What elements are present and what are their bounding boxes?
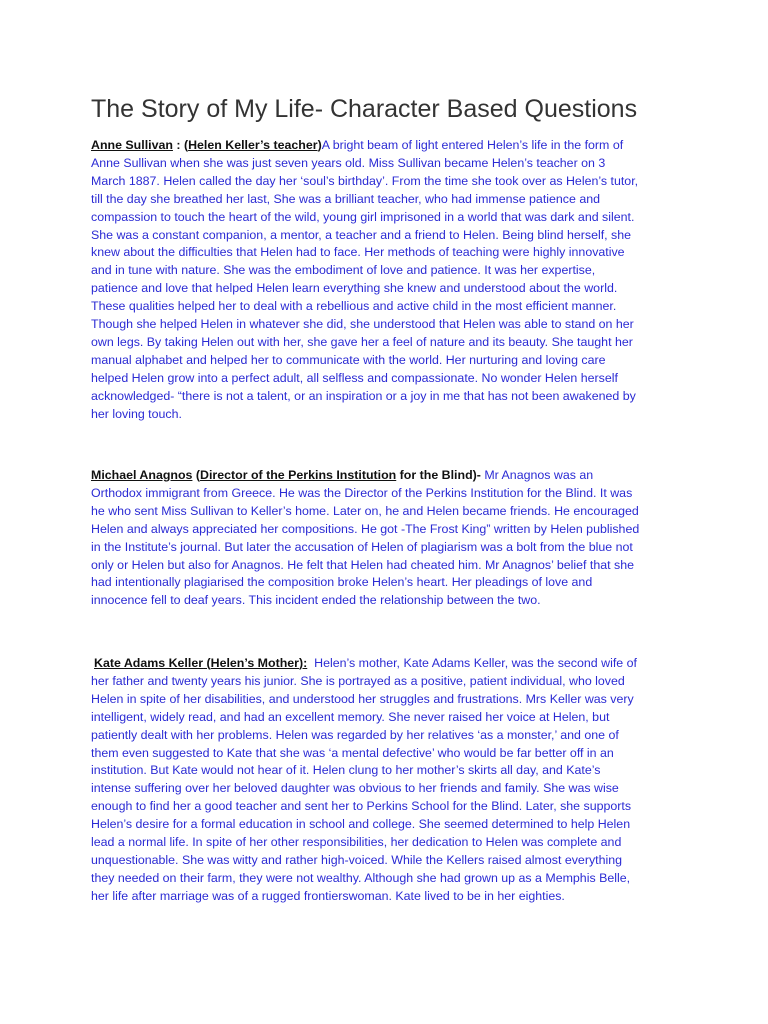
- body-line: lead a normal life. In spite of her other responsibilities, her dedication to Helen was complete and: [91, 835, 622, 850]
- body-line: had intentionally plagiarised the composition broke Helen’s heart. Her pleadings of love and: [91, 575, 593, 590]
- heading-name: Anne Sullivan: [91, 138, 173, 152]
- body-line: till the day she breathed her last, She was a brilliant teacher, who had immense patience and: [91, 191, 601, 206]
- heading-role: Helen Keller’s teacher: [188, 138, 318, 152]
- section-heading: [91, 468, 481, 482]
- body-line: innocence fell to deaf years. This incident ended the relationship between the two.: [91, 593, 541, 608]
- heading-role: Helen’s Mother: [210, 656, 299, 670]
- body-line: intelligent, widely read, and had an excellent memory. She never raised her voice at Helen, but: [91, 709, 610, 724]
- body-line: helped Helen grow into a perfect adult, all selfless and compassionate. No wonder Helen herself: [91, 370, 618, 385]
- body-line: These qualities helped her to deal with a rebellious and active child in the most efficient manner.: [91, 299, 617, 314]
- body-line: he who sent Miss Sullivan to Keller’s home. Later on, he and Helen became friends. He encouraged: [91, 503, 639, 518]
- heading-separator: : (: [172, 138, 189, 152]
- body-line: unquestionable. She was witty and rather high-voiced. While the Kellers raised almost everything: [91, 852, 623, 867]
- body-line: compassion to touch the heart of the wild, young girl imprisoned in a world that was dark and silent.: [91, 209, 635, 224]
- body-line: and in tune with nature. She was the embodiment of love and patience. It was her expertise,: [91, 263, 596, 278]
- body-line: Mr Anagnos was an: [480, 468, 594, 482]
- body-line: manual alphabet and helped her to communicate with the world. Her nurturing and loving care: [91, 352, 606, 367]
- body-line: institution. But Kate would not hear of it. Helen clung to her mother’s skirts all day, and Kate’s: [91, 763, 601, 778]
- body-line: her life after marriage was of a rugged frontierswoman. Kate lived to be in her eighties.: [91, 888, 565, 903]
- heading-end: for the Blind)-: [396, 468, 481, 482]
- section-heading: [94, 656, 307, 670]
- heading-name: Michael Anagnos: [91, 468, 193, 482]
- body-line: A bright beam of light entered Helen’s life in the form of: [321, 138, 624, 152]
- body-line: they needed on their farm, they were not wealthy. Although she had grown up as a Memphis Belle,: [91, 870, 631, 885]
- body-line: enough to find her a good teacher and sent her to Perkins School for the Blind. Later, she supports: [91, 799, 632, 814]
- body-line: Helen in spite of her disabilities, and understood her struggles and frustrations. Mrs Keller was very: [91, 691, 634, 706]
- section-anne-sullivan: [91, 137, 681, 424]
- heading-name: Kate Adams Keller: [94, 656, 204, 670]
- body-line: patience and love that helped Helen learn everything she knew and understood about the world.: [91, 281, 618, 296]
- section-first-line: [91, 655, 681, 673]
- heading-separator: (: [203, 656, 211, 670]
- section-michael-anagnos: [91, 467, 681, 610]
- body-line: Though she helped Helen in whatever she did, she understood that Helen was able to stand on her: [91, 317, 634, 332]
- body-line: March 1887. Helen called the day her ‘soul’s birthday’. From the time she took over as Helen’s tutor,: [91, 173, 639, 188]
- body-line: Helen’s mother, Kate Adams Keller, was the second wife of: [307, 656, 637, 670]
- body-line: patiently dealt with her problems. Helen was regarded by her relatives ‘as a monster,’ and one of: [91, 727, 619, 742]
- body-line: Helen’s desire for a formal education in school and college. She seemed determined to help Helen: [91, 817, 631, 832]
- body-line: her loving touch.: [91, 406, 182, 421]
- heading-role: Director of the Perkins Institution: [200, 468, 397, 482]
- body-line: in the Institute’s journal. But later the accusation of Helen of plagiarism was a bolt from the blue not: [91, 539, 633, 554]
- body-line: Anne Sullivan when she was just seven years old. Miss Sullivan became Helen’s teacher on 3: [91, 155, 606, 170]
- body-line: intense suffering over her beloved daughter was obvious to her friends and family. She was wise: [91, 781, 619, 796]
- body-line: She was a constant companion, a mentor, a teacher and a friend to Helen. Being blind herself, she: [91, 227, 632, 242]
- heading-separator: (: [192, 468, 201, 482]
- section-first-line: [91, 467, 681, 485]
- section-heading: [91, 138, 322, 152]
- heading-end: ): [317, 138, 322, 152]
- section-kate-adams-keller: [91, 655, 681, 906]
- body-line: Orthodox immigrant from Greece. He was the Director of the Perkins Institution for the Blind. It was: [91, 485, 633, 500]
- body-line: knew about the difficulties that Helen had to face. Her methods of teaching were highly innovative: [91, 245, 625, 260]
- page-title: The Story of My Life- Character Based Questions: [91, 95, 638, 123]
- body-line: only or Helen but also for Anagnos. He felt that Helen had cheated him. Mr Anagnos’ belief that she: [91, 557, 634, 572]
- body-line: her father and twenty years his junior. She is portrayed as a positive, patient individual, who loved: [91, 673, 625, 688]
- heading-end: ):: [298, 656, 308, 670]
- body-line: acknowledged- “there is not a talent, or an inspiration or a joy in me that has not been awakened by: [91, 388, 636, 403]
- body-line: own legs. By taking Helen out with her, she gave her a feel of nature and its beauty. She taught her: [91, 334, 633, 349]
- section-first-line: [91, 137, 681, 155]
- body-line: them even suggested to Kate that she was ‘a mental defective’ who would be far better off in an: [91, 745, 614, 760]
- body-line: Helen and always appreciated her compositions. He got -The Frost King” written by Helen published: [91, 521, 640, 536]
